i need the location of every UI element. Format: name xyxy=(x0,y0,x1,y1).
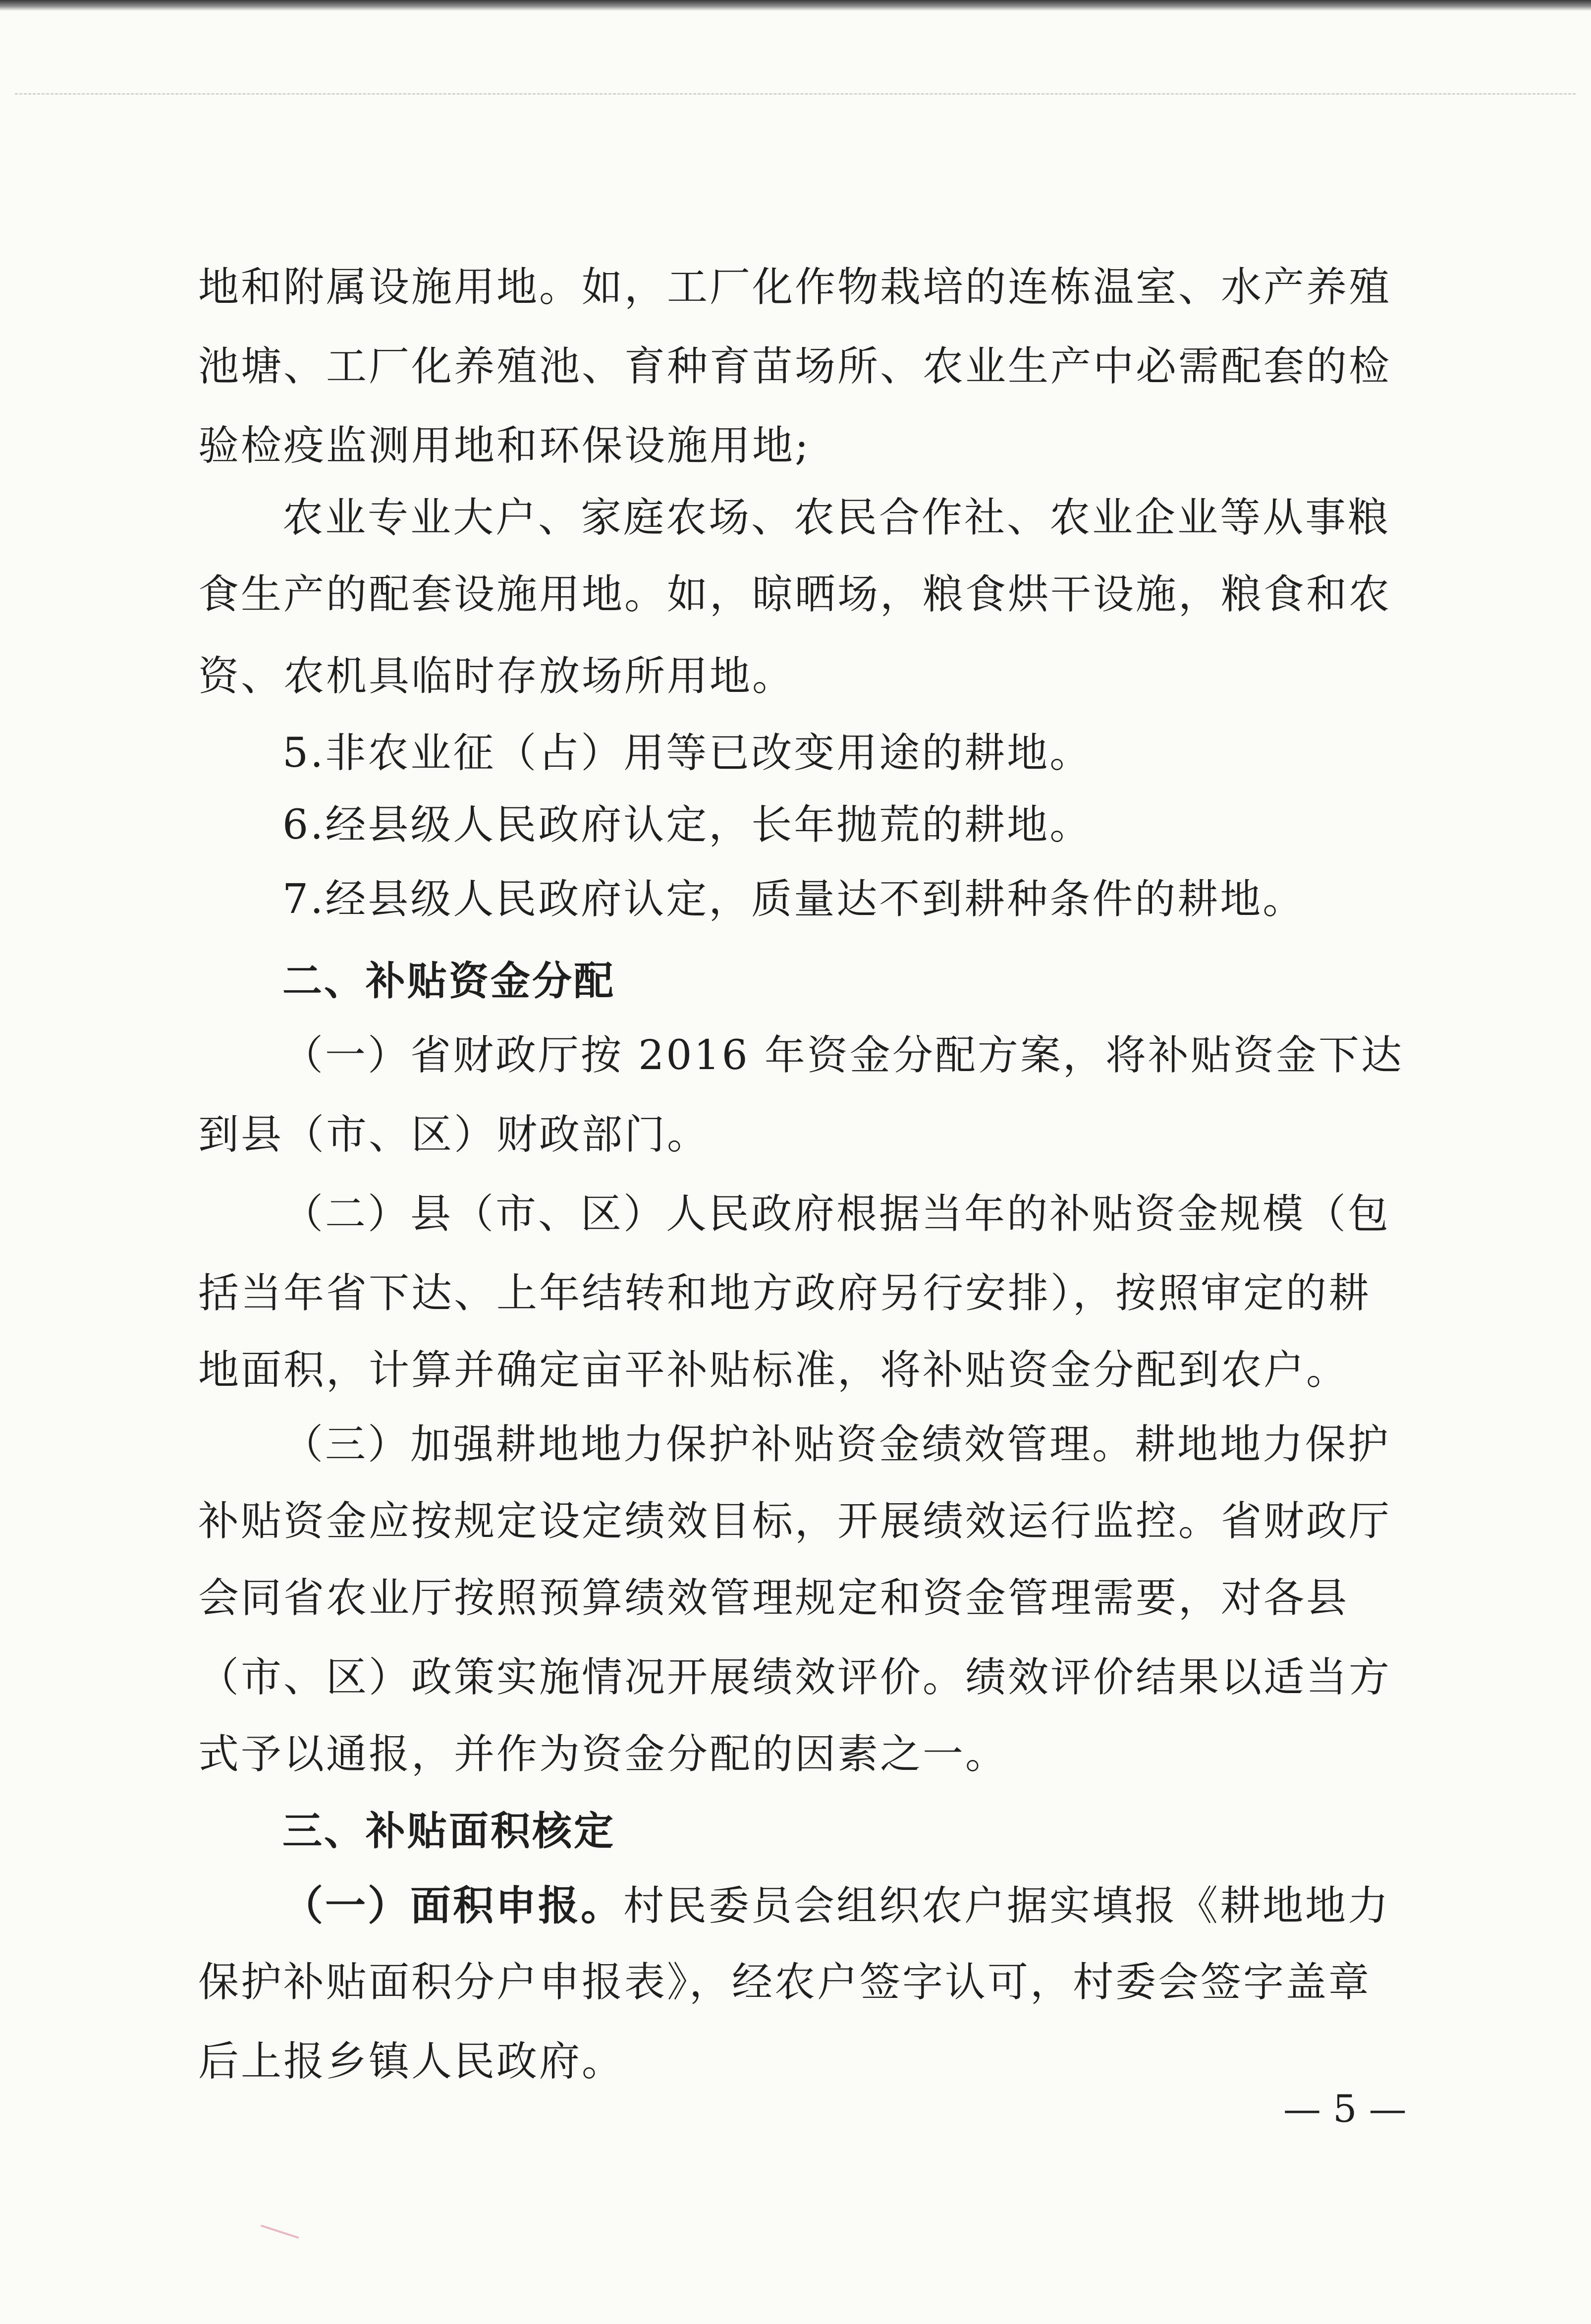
list-item: 6.经县级人民政府认定，长年抛荒的耕地。 xyxy=(282,801,1093,849)
section-heading: 二、补贴资金分配 xyxy=(282,958,615,1004)
text-line: 池塘、工厂化养殖池、育种育苗场所、农业生产中必需配套的检 xyxy=(198,343,1392,390)
text-line: （三）加强耕地地力保护补贴资金绩效管理。耕地地力保护 xyxy=(282,1421,1391,1468)
text-line: 到县（市、区）财政部门。 xyxy=(198,1111,710,1158)
text-line: （市、区）政策实施情况开展绩效评价。绩效评价结果以适当方 xyxy=(198,1654,1392,1701)
text-line: 会同省农业厅按照预算绩效管理规定和资金管理需要，对各县 xyxy=(198,1575,1349,1622)
section-heading: 三、补贴面积核定 xyxy=(282,1808,615,1854)
text-line: 括当年省下达、上年结转和地方政府另行安排），按照审定的耕 xyxy=(198,1270,1372,1317)
scan-edge xyxy=(0,0,1591,11)
text-line: 食生产的配套设施用地。如，晾晒场，粮食烘干设施，粮食和农 xyxy=(198,571,1392,618)
text-line: 农业专业大户、家庭农场、农民合作社、农业企业等从事粮 xyxy=(282,494,1391,541)
text-line: （一）省财政厅按 2016 年资金分配方案，将补贴资金下达 xyxy=(282,1032,1404,1079)
text-line: 地面积，计算并确定亩平补贴标准，将补贴资金分配到农户。 xyxy=(198,1347,1349,1394)
header-rule xyxy=(15,93,1576,95)
text-line: 后上报乡镇人民政府。 xyxy=(198,2038,625,2085)
text-line: 资、农机具临时存放场所用地。 xyxy=(198,653,795,700)
page-number: — 5 — xyxy=(1283,2087,1407,2131)
text-line: 补贴资金应按规定设定绩效目标，开展绩效运行监控。省财政厅 xyxy=(198,1498,1392,1545)
text-line xyxy=(282,1878,1472,1933)
scan-mark xyxy=(256,2224,299,2253)
list-item: 5.非农业征（占）用等已改变用途的耕地。 xyxy=(282,730,1093,777)
text-line: 式予以通报，并作为资金分配的因素之一。 xyxy=(198,1731,1008,1778)
text-line: （二）县（市、区）人民政府根据当年的补贴资金规模（包 xyxy=(282,1190,1391,1238)
bold-lead: （一）面积申报。 xyxy=(282,1882,624,1929)
list-item: 7.经县级人民政府认定，质量达不到耕种条件的耕地。 xyxy=(282,876,1306,923)
text-line: 地和附属设施用地。如，工厂化作物栽培的连栋温室、水产养殖 xyxy=(198,264,1392,311)
text-span: 村民委员会组织农户据实填报《耕地地力 xyxy=(623,1882,1391,1929)
text-line: 验检疫监测用地和环保设施用地; xyxy=(198,422,811,469)
text-line: 保护补贴面积分户申报表》，经农户签字认可，村委会签字盖章 xyxy=(198,1959,1372,2006)
